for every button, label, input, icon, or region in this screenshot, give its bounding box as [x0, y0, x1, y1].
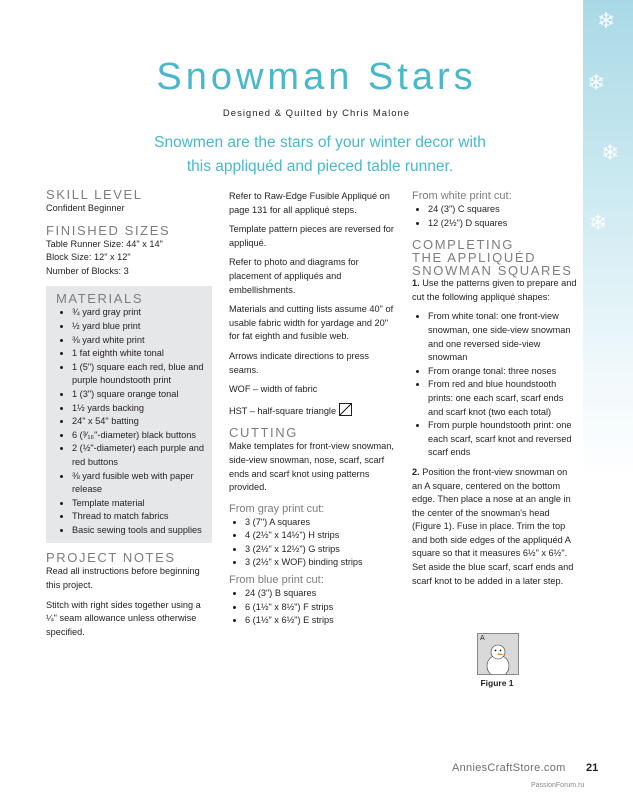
snowflake-icon: ❄: [597, 8, 616, 33]
subtitle-line: Snowmen are the stars of your winter decor with: [154, 134, 486, 151]
list-item: • 3 (2½" x WOF) binding strips: [245, 556, 399, 570]
completing-heading-line: SNOWMAN SQUARES: [412, 263, 573, 279]
size-line: Table Runner Size: 44" x 14": [46, 238, 163, 249]
snowflake-icon: ❄: [601, 140, 620, 165]
page-number: 21: [586, 762, 599, 774]
corner-snowflake-decoration: [583, 0, 633, 800]
cutting-heading: CUTTING: [229, 425, 298, 441]
materials-panel: [46, 286, 212, 543]
white-cut-list: [412, 203, 577, 230]
list-item: • 4 (2½" x 14½") H strips: [245, 529, 399, 543]
list-item: • From purple houndstooth print: one each scarf, scarf knot and reversed scarf ends: [428, 419, 577, 460]
cutting-paragraph: Make templates for front-view snowman, side-view snowman, nose, scarf, scarf ends and scarf knot using patterns provided.: [229, 441, 394, 493]
list-item: • ⅜ yard white print: [72, 334, 206, 348]
page-title: Snowman Stars: [156, 56, 477, 98]
instruction-paragraph: Arrows indicate directions to press seams.: [229, 350, 369, 375]
completing-heading-line: COMPLETING: [412, 237, 514, 253]
list-item: • ¾ yard gray print: [72, 306, 206, 320]
materials-list: [56, 306, 206, 537]
footer-site: AnniesCraftStore.com: [452, 762, 566, 774]
materials-heading: MATERIALS: [56, 291, 144, 307]
list-item: • 1 fat eighth white tonal: [72, 347, 206, 361]
snowflake-icon: ❄: [589, 210, 608, 235]
list-item: • From white tonal: one front-view snowman, one side-view snowman and one reversed side-view snowman: [428, 310, 577, 364]
list-item: • 6 (1½" x 6½") E strips: [245, 614, 399, 628]
white-cut-heading: From white print cut:: [412, 190, 512, 202]
list-item: • From orange tonal: three noses: [428, 365, 577, 379]
figure-caption: Figure 1: [480, 678, 514, 688]
step-text: Use the patterns given to prepare and cut the following appliqué shapes:: [412, 278, 577, 302]
gray-cut-list: [229, 516, 399, 570]
figure-1-diagram: [477, 633, 519, 675]
size-line: Block Size: 12" x 12": [46, 252, 131, 263]
list-item: • From red and blue houndstooth prints: one each scarf, scarf ends and scarf knot (two each total): [428, 378, 577, 419]
blue-cut-list: [229, 587, 399, 628]
step-1-list: [412, 310, 577, 460]
gray-cut-heading: From gray print cut:: [229, 502, 325, 515]
list-item: • 3 (2½" x 12½") G strips: [245, 543, 399, 557]
list-item: • 2 (½"-diameter) each purple and red buttons: [72, 442, 206, 469]
hst-definition: HST – half-square triangle: [229, 405, 337, 416]
snowflake-icon: ❄: [587, 70, 606, 95]
instruction-paragraph: Template pattern pieces are reversed for appliqué.: [229, 224, 394, 248]
subtitle-line: this appliquéd and pieced table runner.: [186, 158, 454, 175]
column-left: [46, 188, 212, 639]
instruction-paragraph: Refer to photo and diagrams for placement of appliqués and embellishments.: [229, 257, 359, 295]
list-item: • Basic sewing tools and supplies: [72, 524, 206, 538]
watermark: PassionForum.ru: [531, 782, 585, 789]
step-1: [412, 277, 577, 304]
step-number: 2.: [412, 466, 420, 477]
column-right: [412, 190, 577, 588]
list-item: • ½ yard blue print: [72, 320, 206, 334]
size-line: Number of Blocks: 3: [46, 265, 129, 276]
instruction-paragraph: [229, 403, 399, 419]
list-item: • 12 (2½") D squares: [428, 217, 577, 231]
project-notes-paragraph: Stitch with right sides together using a ¼" seam allowance unless otherwise specified.: [46, 599, 201, 637]
subtitle: [120, 131, 520, 179]
skill-level-value: Confident Beginner: [46, 203, 125, 213]
snowman-icon: [478, 634, 518, 674]
half-square-triangle-icon: [339, 403, 352, 416]
figure-label: A: [480, 635, 485, 642]
completing-heading-line: THE APPLIQUÉD: [412, 250, 537, 266]
finished-sizes-heading: FINISHED SIZES: [46, 222, 171, 238]
skill-level-heading: SKILL LEVEL: [46, 187, 143, 202]
step-text: Position the front-view snowman on an A square, centered on the bottom edge. Then place a nose at an angle in the center of the snowman's head (Figure 1). Fuse in place. Trim the top and both side edges of the appliquéd A square so that it measures 6½" x 6½". Set aside the blue scarf, scarf ends and scarf knot to be added in a later step.: [412, 466, 574, 586]
list-item: • ⅜ yard fusible web with paper release: [72, 470, 206, 497]
list-item: • Thread to match fabrics: [72, 510, 206, 524]
step-2: [412, 466, 577, 588]
list-item: • Template material: [72, 497, 206, 511]
list-item: • 1 (5") square each red, blue and purple houndstooth print: [72, 361, 206, 388]
list-item: • 1½ yards backing: [72, 402, 206, 416]
list-item: • 24" x 54" batting: [72, 415, 206, 429]
step-number: 1.: [412, 278, 420, 289]
project-notes-paragraph: Read all instructions before beginning this project.: [46, 566, 200, 591]
list-item: • 1 (3") square orange tonal: [72, 388, 206, 402]
column-middle: [229, 190, 399, 628]
instruction-paragraph: WOF – width of fabric: [229, 384, 318, 395]
completing-heading: [412, 238, 577, 277]
instruction-paragraph: Refer to Raw-Edge Fusible Appliqué on page 131 for all appliqué steps.: [229, 191, 390, 215]
project-notes-heading: PROJECT NOTES: [46, 550, 176, 566]
list-item: • 6 (³⁄₁₆"-diameter) black buttons: [72, 429, 206, 443]
list-item: • 6 (1½" x 8½") F strips: [245, 601, 399, 615]
list-item: • 3 (7") A squares: [245, 516, 399, 530]
list-item: • 24 (3") C squares: [428, 203, 577, 217]
blue-cut-heading: From blue print cut:: [229, 574, 324, 587]
list-item: • 24 (3") B squares: [245, 587, 399, 601]
instruction-paragraph: Materials and cutting lists assume 40" of usable fabric width for yardage and 20" for fat eighth and fusible web.: [229, 304, 394, 342]
byline: Designed & Quilted by Chris Malone: [222, 108, 411, 119]
